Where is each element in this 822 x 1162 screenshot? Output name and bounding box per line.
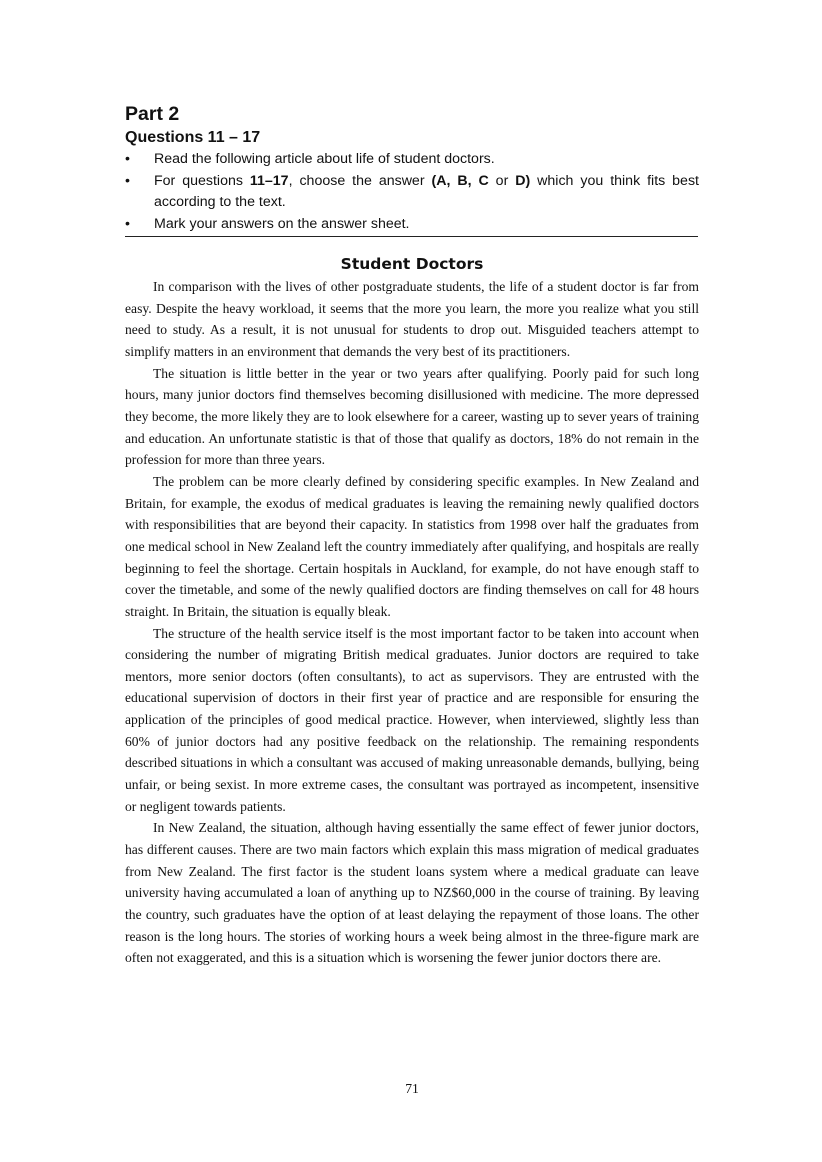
article-body bbox=[125, 276, 699, 969]
instruction-item bbox=[125, 214, 699, 235]
questions-title: Questions 11 – 17 bbox=[125, 129, 261, 146]
bullet-icon: • bbox=[125, 216, 130, 232]
instruction-text: , choose the answer bbox=[288, 173, 432, 189]
article-title: Student Doctors bbox=[340, 255, 484, 273]
bullet-icon: • bbox=[125, 173, 130, 189]
horizontal-divider bbox=[125, 236, 698, 237]
article-paragraph: The structure of the health service itself is the most important factor to be taken into account when considering the number of migrating British medical graduates. Junior doctors are required to take mentors, more senior doctors (often consultants), to act as supervisors. They are entrusted with the educational supervision of doctors in their first year of practice and are responsible for ensuring the application of the principles of good medical practice. However, when interviewed, slightly less than 60% of junior doctors had any positive feedback on the relationship. The remaining respondents described situations in which a consultant was accused of making unreasonable demands, bullying, being unfair, or being sexist. In more extreme cases, the consultant was portrayed as incompetent, insensitive or negligent towards patients. bbox=[125, 625, 699, 814]
instruction-text: For questions bbox=[154, 173, 250, 189]
instruction-text: which you think fits best according to the text. bbox=[154, 173, 699, 210]
article-paragraph: In comparison with the lives of other postgraduate students, the life of a student doctor is far from easy. Despite the heavy workload, it seems that the more you learn, the more you realize what you still need to study. As a result, it is not unusual for students to drop out. Misguided teachers attempt to simplify matters in an environment that demands the very best of its practitioners. bbox=[125, 279, 699, 359]
instruction-text: Read the following article about life of student doctors. bbox=[154, 151, 495, 167]
bullet-icon: • bbox=[125, 151, 130, 167]
answer-options: (A, B, C bbox=[431, 173, 489, 189]
instructions-list bbox=[125, 149, 699, 236]
page-number: 71 bbox=[405, 1081, 419, 1096]
instruction-item bbox=[125, 149, 699, 170]
answer-option-d: D) bbox=[515, 173, 531, 189]
question-range: 11–17 bbox=[249, 173, 289, 189]
instruction-item bbox=[125, 171, 699, 213]
article-paragraph: The situation is little better in the year or two years after qualifying. Poorly paid for such long hours, many junior doctors find themselves becoming disillusioned with medicine. The more depressed they become, the more likely they are to look elsewhere for a career, wasting up to sever years of training and education. An unfortunate statistic is that of those that qualify as doctors, 18% do not remain in the profession for more than three years. bbox=[125, 365, 699, 468]
article-paragraph: In New Zealand, the situation, although having essentially the same effect of fewer junior doctors, has different causes. There are two main factors which explain this mass migration of medical graduates from New Zealand. The first factor is the student loans system where a medical graduate can leave university having accumulated a loan of anything up to NZ$60,000 in the course of training. By leaving the country, such graduates have the option of at least delaying the repayment of those loans. The other reason is the long hours. The stories of working hours a week being almost in the three-figure mark are often not exaggerated, and this is a situation which is worsening the fewer junior doctors there are. bbox=[125, 820, 699, 966]
instruction-text: Mark your answers on the answer sheet. bbox=[154, 216, 410, 232]
instruction-text: or bbox=[488, 173, 516, 189]
article-paragraph: The problem can be more clearly defined by considering specific examples. In New Zealand and Britain, for example, the exodus of medical graduates is leaving the remaining newly qualified doctors with responsibilities that are beyond their capacity. In statistics from 1998 over half the graduates from one medical school in New Zealand left the country immediately after qualifying, and hospitals are really beginning to feel the shortage. Certain hospitals in Auckland, for example, do not have enough staff to cover the timetable, and some of the newly qualified doctors are finding themselves on call for 48 hours straight. In Britain, the situation is equally bleak. bbox=[125, 473, 699, 619]
part-title: Part 2 bbox=[125, 103, 180, 125]
